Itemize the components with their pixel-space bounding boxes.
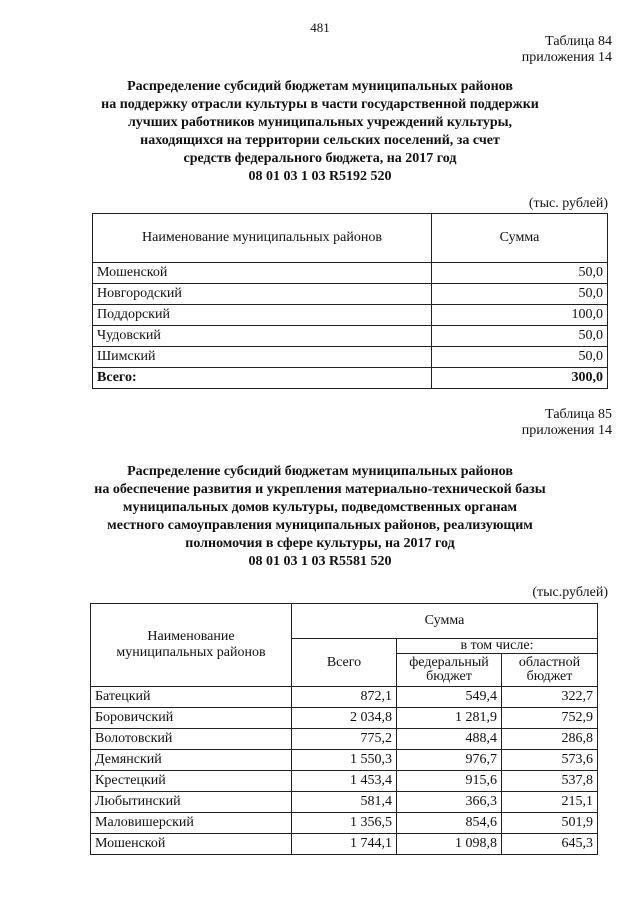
district-name: Маловишерский [91, 813, 292, 834]
district-regional: 752,9 [502, 708, 598, 729]
table84-title-line: 08 01 03 1 03 R5192 520 [248, 169, 392, 184]
district-name: Новгородский [93, 284, 432, 305]
district-name: Мошенской [91, 834, 292, 855]
table85-title-line: на обеспечение развития и укрепления материально-технической базы [94, 482, 546, 497]
table85 [90, 603, 598, 855]
table84-title-line: средств федерального бюджета, на 2017 год [183, 151, 457, 166]
table84-units: (тыс. рублей) [528, 196, 608, 211]
district-federal: 549,4 [397, 687, 502, 708]
table85-title-line: Распределение субсидий бюджетам муниципальных районов [127, 464, 513, 479]
table85-header-federal [397, 654, 502, 687]
table85-title [40, 463, 600, 571]
district-regional: 501,9 [502, 813, 598, 834]
district-sum: 50,0 [432, 326, 608, 347]
table-row [91, 792, 598, 813]
table84-ref-line1: Таблица 84 [545, 34, 612, 49]
table84-ref-line2: приложения 14 [521, 50, 612, 65]
district-sum: 100,0 [432, 305, 608, 326]
district-name: Любытинский [91, 792, 292, 813]
district-name: Чудовский [93, 326, 432, 347]
district-name: Крестецкий [91, 771, 292, 792]
district-total: 1 550,3 [292, 750, 397, 771]
table84-total-row [93, 368, 608, 389]
table-row [91, 813, 598, 834]
district-name: Боровичский [91, 708, 292, 729]
page-number: 481 [310, 20, 330, 35]
district-federal: 366,3 [397, 792, 502, 813]
table85-title-line: 08 01 03 1 03 R5581 520 [248, 554, 392, 569]
district-total: 775,2 [292, 729, 397, 750]
total-label: Всего: [93, 368, 432, 389]
district-federal: 1 098,8 [397, 834, 502, 855]
header-federal-line: бюджет [426, 669, 472, 684]
district-name: Волотовский [91, 729, 292, 750]
table-row [91, 750, 598, 771]
district-total: 581,4 [292, 792, 397, 813]
table84-title-line: находящихся на территории сельских поселений, за счет [140, 133, 500, 148]
district-regional: 286,8 [502, 729, 598, 750]
table85-ref-line2: приложения 14 [521, 423, 612, 438]
table84-title-line: Распределение субсидий бюджетам муниципальных районов [127, 79, 513, 94]
district-regional: 215,1 [502, 792, 598, 813]
table84 [92, 213, 608, 389]
district-federal: 854,6 [397, 813, 502, 834]
district-name: Мошенской [93, 263, 432, 284]
table85-header-name [91, 604, 292, 687]
table85-title-line: полномочия в сфере культуры, на 2017 год [185, 536, 455, 551]
table85-header-including: в том числе: [397, 639, 598, 654]
table-row [91, 771, 598, 792]
table85-title-line: местного самоуправления муниципальных районов, реализующим [107, 518, 533, 533]
district-sum: 50,0 [432, 347, 608, 368]
table85-ref-line1: Таблица 85 [545, 407, 612, 422]
district-total: 1 356,5 [292, 813, 397, 834]
district-federal: 1 281,9 [397, 708, 502, 729]
table-row [93, 284, 608, 305]
table85-header-sum: Сумма [292, 604, 598, 639]
table85-reference [522, 407, 612, 439]
district-total: 2 034,8 [292, 708, 397, 729]
table84-header-name: Наименование муниципальных районов [93, 214, 432, 263]
table84-header-sum: Сумма [432, 214, 608, 263]
table-row [93, 326, 608, 347]
district-federal: 488,4 [397, 729, 502, 750]
district-regional: 573,6 [502, 750, 598, 771]
district-total: 872,1 [292, 687, 397, 708]
district-name: Шимский [93, 347, 432, 368]
table85-header-regional [502, 654, 598, 687]
district-federal: 915,6 [397, 771, 502, 792]
table-row [91, 708, 598, 729]
district-sum: 50,0 [432, 263, 608, 284]
header-regional-line: областной [518, 655, 581, 670]
district-regional: 537,8 [502, 771, 598, 792]
table85-units: (тыс.рублей) [532, 585, 608, 600]
total-sum: 300,0 [432, 368, 608, 389]
header-federal-line: федеральный [409, 655, 489, 670]
table-row [91, 834, 598, 855]
table84-title-line: на поддержку отрасли культуры в части государственной поддержки [101, 97, 539, 112]
header-name-line: Наименование [147, 629, 235, 644]
district-total: 1 744,1 [292, 834, 397, 855]
table-row [93, 347, 608, 368]
district-name: Батецкий [91, 687, 292, 708]
table84-title [40, 78, 600, 186]
district-total: 1 453,4 [292, 771, 397, 792]
district-sum: 50,0 [432, 284, 608, 305]
table85-title-line: муниципальных домов культуры, подведомственных органам [122, 500, 518, 515]
table-row [93, 305, 608, 326]
table84-reference [522, 34, 612, 66]
table85-header-total: Всего [292, 639, 397, 687]
table84-title-line: лучших работников муниципальных учреждений культуры, [127, 115, 513, 130]
table-row [93, 263, 608, 284]
table85-header-row [91, 604, 598, 639]
district-name: Поддорский [93, 305, 432, 326]
table84-header-row [93, 214, 608, 263]
district-regional: 645,3 [502, 834, 598, 855]
district-regional: 322,7 [502, 687, 598, 708]
header-regional-line: бюджет [526, 669, 573, 684]
district-name: Демянский [91, 750, 292, 771]
header-name-line: муниципальных районов [116, 645, 266, 660]
table-row [91, 729, 598, 750]
table-row [91, 687, 598, 708]
district-federal: 976,7 [397, 750, 502, 771]
